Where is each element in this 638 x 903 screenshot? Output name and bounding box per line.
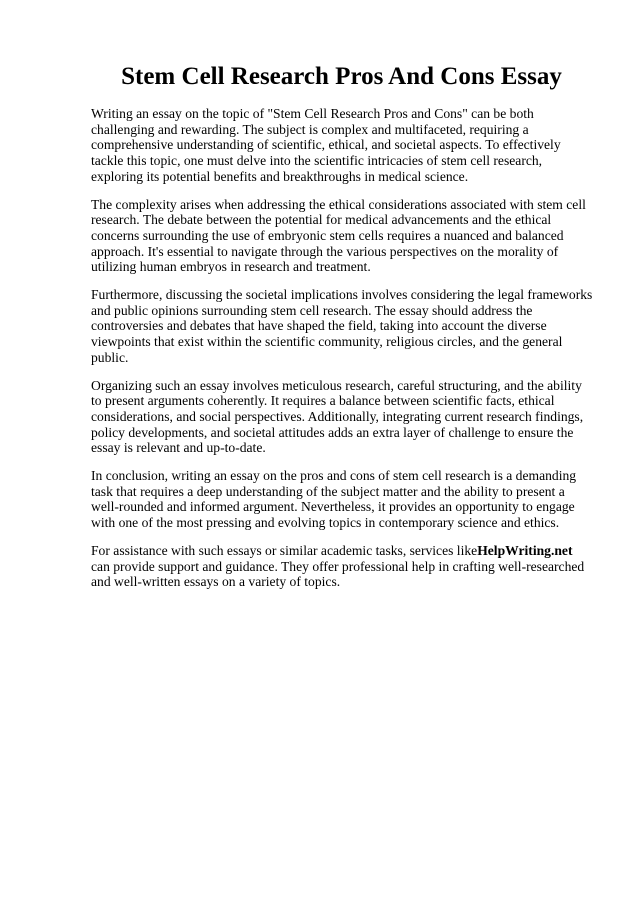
- paragraph-societal: Furthermore, discussing the societal implications involves considering the legal frameworks and public opinions surrounding stem cell research. The essay should address the controversies and debates that have shaped the field, taking into account the diverse viewpoints that exist within the scientific community, religious circles, and the general public.: [91, 287, 593, 365]
- service-brand-name: HelpWriting.net: [477, 542, 573, 558]
- paragraph-assistance: [91, 543, 594, 590]
- assistance-text-before: For assistance with such essays or similar academic tasks, services like: [91, 542, 478, 558]
- page-title: Stem Cell Research Pros And Cons Essay: [121, 63, 562, 90]
- paragraph-organizing: Organizing such an essay involves meticulous research, careful structuring, and the ability to present arguments coherently. It requires a balance between scientific facts, ethical considerations, and social perspectives. Additionally, integrating current research findings, policy developments, and societal attitudes adds an extra layer of challenge to ensure the essay is relevant and up-to-date.: [91, 377, 584, 456]
- paragraph-ethics: The complexity arises when addressing the ethical considerations associated with stem cell research. The debate between the potential for medical advancements and the ethical concerns surrounding the use of embryonic stem cells requires a nuanced and balanced approach. It's essential to navigate through the various perspectives on the morality of utilizing human embryos in research and treatment.: [91, 196, 586, 275]
- assistance-text-after: can provide support and guidance. They offer professional help in crafting well-researched and well-written essays on a variety of topics.: [91, 558, 585, 590]
- paragraph-conclusion: In conclusion, writing an essay on the pros and cons of stem cell research is a demanding task that requires a deep understanding of the subject matter and the ability to present a well-rounded and informed argument. Nevertheless, it provides an opportunity to engage with one of the most pressing and evolving topics in contemporary science and ethics.: [91, 468, 577, 531]
- paragraph-intro: Writing an essay on the topic of "Stem Cell Research Pros and Cons" can be both challenging and rewarding. The subject is complex and multifaceted, requiring a comprehensive understanding of scientific, ethical, and societal aspects. To effectively tackle this topic, one must delve into the scientific intricacies of stem cell research, exploring its potential benefits and breakthroughs in medical science.: [91, 106, 561, 184]
